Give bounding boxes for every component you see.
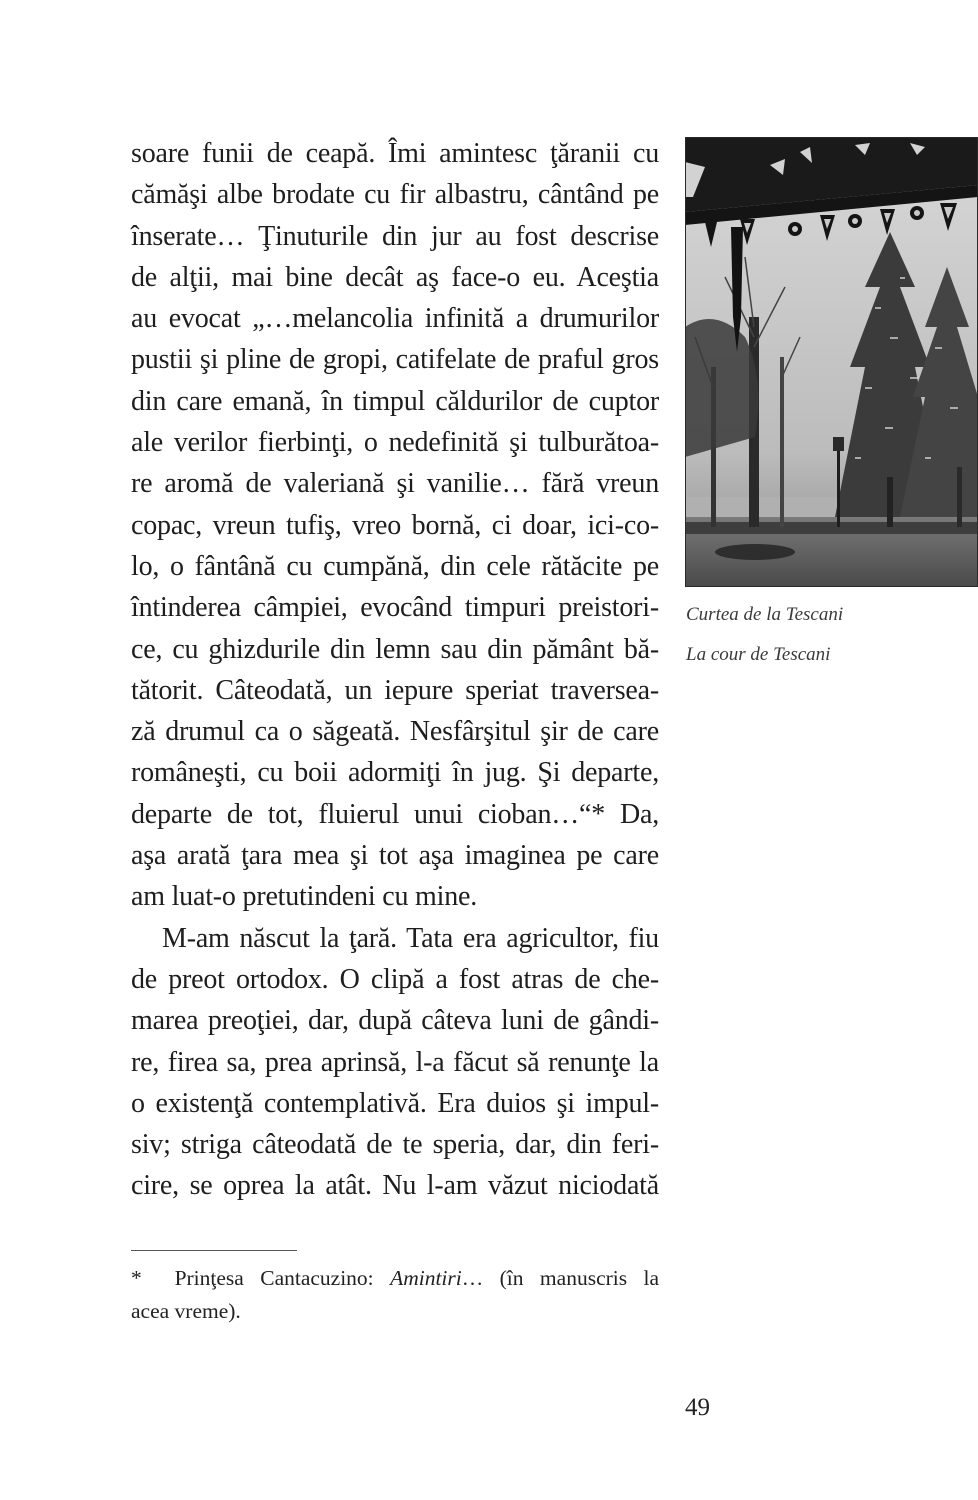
footnote-divider <box>131 1250 297 1251</box>
snowy-trees-image <box>685 137 978 587</box>
photo-caption-french: La cour de Tescani <box>686 644 831 665</box>
text-line: copac, vreun tufiş, vreo bornă, ci doar, ici-co- <box>131 509 659 541</box>
footnote-author: Prinţesa Cantacuzino: <box>174 1266 374 1290</box>
text-line: de preot ortodox. O clipă a fost atras de che- <box>131 963 659 995</box>
text-line: au evocat „…melancolia infinită a drumurilor <box>131 303 659 335</box>
text-line: re aromă de valeriană şi vanilie… fără vreun <box>131 468 659 500</box>
text-line: ză drumul ca o săgeată. Nesfârşitul şir de care <box>131 716 659 748</box>
text-line: M-am născut la ţară. Tata era agricultor, fiu <box>162 922 659 954</box>
footnote-rest: … (în manuscris la <box>461 1266 660 1290</box>
text-line: am luat-o pretutindeni cu mine. <box>131 881 478 913</box>
text-line: româneşti, cu boii adormiţi în jug. Şi departe, <box>131 757 659 789</box>
text-line: o existenţă contemplativă. Era duios şi impul- <box>131 1087 659 1119</box>
text-line: ale verilor fierbinţi, o nedefinită şi tulburătoa- <box>131 427 659 459</box>
text-line: ce, cu ghizdurile din lemn sau din pământ bă- <box>131 633 659 665</box>
page-number: 49 <box>685 1394 710 1421</box>
text-line: soare funii de ceapă. Îmi amintesc ţăranii cu <box>131 138 659 169</box>
text-line: re, firea sa, prea aprinsă, l-a făcut să renunţe la <box>131 1046 659 1078</box>
text-line: cire, se oprea la atât. Nu l-am văzut niciodată <box>131 1170 659 1202</box>
text-line: siv; striga câteodată de te speria, dar, din feri- <box>131 1129 659 1161</box>
text-line: cămăşi albe brodate cu fir albastru, cântând pe <box>131 179 659 211</box>
footnote <box>131 1262 659 1328</box>
text-line: înserate… Ţinuturile din jur au fost descrise <box>131 220 659 252</box>
photo-tescani-courtyard <box>685 137 978 587</box>
footnote-marker: * <box>131 1266 142 1290</box>
footnote-title: Amintiri <box>390 1266 462 1290</box>
text-line: lo, o fântână cu cumpănă, din cele rătăcite pe <box>131 550 659 582</box>
text-line: de alţii, mai bine decât aş face-o eu. Aceştia <box>131 261 659 293</box>
text-line: întinderea câmpiei, evocând timpuri preistori- <box>131 592 659 624</box>
text-line: din care emană, în timpul căldurilor de cuptor <box>131 385 659 417</box>
body-text <box>131 133 659 1207</box>
footnote-line: acea vreme). <box>131 1299 241 1323</box>
photo-caption-romanian: Curtea de la Tescani <box>686 604 844 625</box>
text-line: pustii şi pline de gropi, catifelate de praful gros <box>131 344 659 376</box>
footnote-line <box>131 1262 659 1295</box>
text-line: marea preoţiei, dar, după câteva luni de gândi- <box>131 1005 659 1037</box>
text-line: tătorit. Câteodată, un iepure speriat traversea- <box>131 674 659 706</box>
text-line: aşa arată ţara mea şi tot aşa imaginea pe care <box>131 840 659 872</box>
text-line: departe de tot, fluierul unui cioban…“* Da, <box>131 798 659 830</box>
